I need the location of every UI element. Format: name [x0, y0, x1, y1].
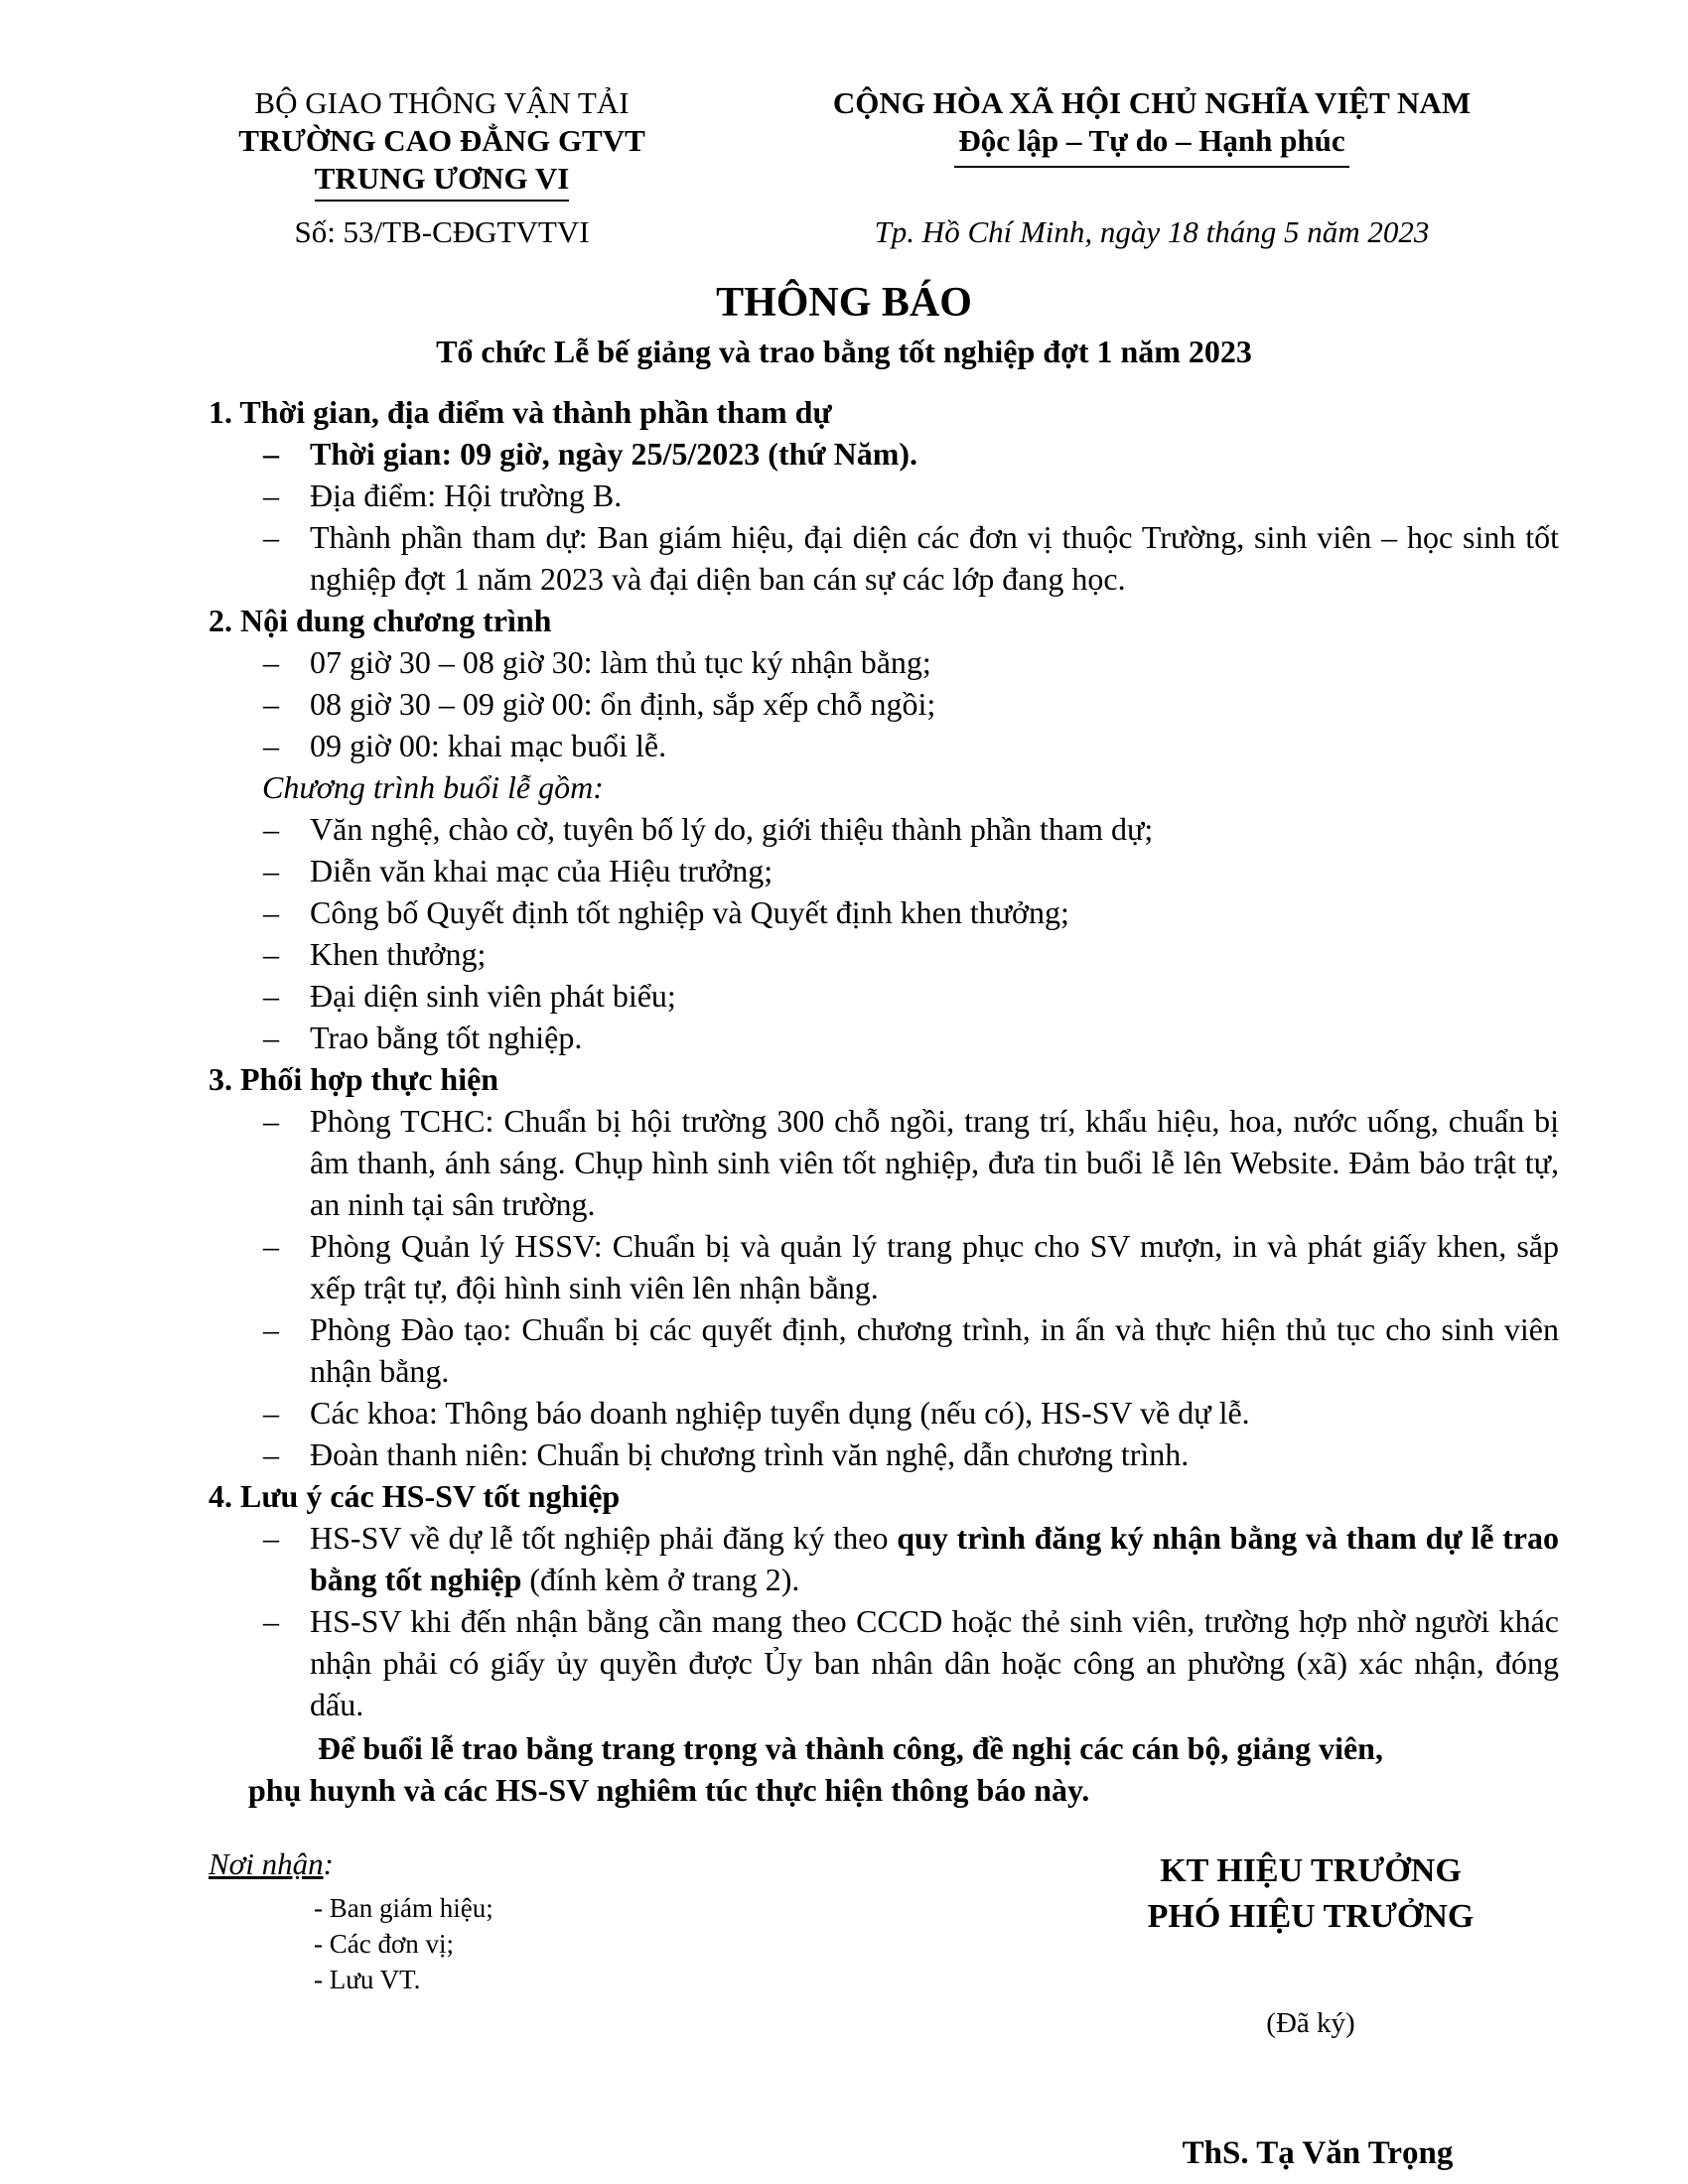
closing-statement-cont: phụ huynh và các HS-SV nghiêm túc thực hiện thông báo này.: [248, 1772, 1090, 1808]
list-item: – Văn nghệ, chào cờ, tuyên bố lý do, giới thiệu thành phần tham dự;: [263, 811, 1154, 847]
school-name-line2: TRUNG ƯƠNG VI: [315, 160, 570, 202]
recipient-item: - Ban giám hiệu;: [314, 1890, 804, 1926]
national-header-block: [765, 84, 1539, 168]
signature-block: [1087, 1848, 1534, 2172]
event-attendees: Thành phần tham dự: Ban giám hiệu, đại diện các đơn vị thuộc Trường, sinh viên – học sinh tốt nghiệp đợt 1 năm 2023 và đại diện ban cán sự các lớp đang học.: [310, 519, 1559, 597]
list-item: – HS-SV về dự lễ tốt nghiệp phải đăng ký theo quy trình đăng ký nhận bằng và tham dự lễ trao bằng tốt nghiệp (đính kèm ở trang 2).: [263, 1520, 1560, 1597]
list-item: – Diễn văn khai mạc của Hiệu trưởng;: [263, 853, 774, 888]
event-location: Địa điểm: Hội trường B.: [310, 478, 623, 513]
document-title: THÔNG BÁO: [716, 280, 972, 326]
section-heading: 1. Thời gian, địa điểm và thành phần tham dự: [209, 394, 832, 430]
list-item: – 07 giờ 30 – 08 giờ 30: làm thủ tục ký nhận bằng;: [263, 644, 931, 680]
event-time: Thời gian: 09 giờ, ngày 25/5/2023 (thứ Năm).: [310, 436, 918, 472]
list-item: – Địa điểm: Hội trường B.: [263, 478, 623, 513]
signer-title: PHÓ HIỆU TRƯỞNG: [1147, 1898, 1475, 1935]
list-item: – Đại diện sinh viên phát biểu;: [263, 978, 676, 1014]
signed-note: (Đã ký): [1266, 2007, 1355, 2039]
school-name-line1: TRƯỜNG CAO ĐẲNG GTVT: [238, 123, 645, 158]
list-item: – Đoàn thanh niên: Chuẩn bị chương trình văn nghệ, dẫn chương trình.: [263, 1436, 1190, 1472]
section-heading: 3. Phối hợp thực hiện: [209, 1061, 499, 1097]
document-number: Số: 53/TB-CĐGTVTVI: [294, 214, 590, 249]
national-motto: Độc lập – Tự do – Hạnh phúc: [954, 122, 1348, 168]
section-heading: 2. Nội dung chương trình: [209, 603, 552, 638]
program-label: Chương trình buổi lễ gồm:: [262, 769, 604, 805]
section-heading: 4. Lưu ý các HS-SV tốt nghiệp: [209, 1478, 621, 1514]
recipients-label: Nơi nhận: [209, 1846, 324, 1881]
list-item: – Phòng TCHC: Chuẩn bị hội trường 300 chỗ ngồi, trang trí, khẩu hiệu, hoa, nước uống, chuẩn bị âm thanh, ánh sáng. Chụp hình sinh viên tốt nghiệp, đưa tin buổi lễ lên Website. Đảm bảo trật tự, an ninh tại sân trường.: [263, 1103, 1559, 1222]
signer-name: ThS. Tạ Văn Trọng: [1182, 2135, 1454, 2171]
recipient-item: - Các đơn vị;: [314, 1926, 804, 1962]
list-item: – Phòng Đào tạo: Chuẩn bị các quyết định, chương trình, in ấn và thực hiện thủ tục cho sinh viên nhận bằng.: [263, 1311, 1559, 1389]
list-item: – 08 giờ 30 – 09 giờ 00: ổn định, sắp xếp chỗ ngồi;: [263, 686, 936, 722]
issuing-agency-block: [184, 84, 700, 202]
recipients-list: [209, 1890, 804, 1997]
list-item: – HS-SV khi đến nhận bằng cần mang theo CCCD hoặc thẻ sinh viên, trường hợp nhờ người khác nhận phải có giấy ủy quyền được Ủy ban nhân dân hoặc công an phường (xã) xác nhận, đóng dấu.: [263, 1603, 1559, 1722]
country-name: CỘNG HÒA XÃ HỘI CHỦ NGHĨA VIỆT NAM: [832, 85, 1472, 120]
registration-procedure-ref: quy trình đăng ký nhận bằng và tham dự lễ trao bằng tốt nghiệp: [310, 1520, 1560, 1597]
list-item: – Công bố Quyết định tốt nghiệp và Quyết định khen thưởng;: [263, 894, 1069, 930]
list-item: – Trao bằng tốt nghiệp.: [263, 1020, 583, 1055]
signer-authority: KT HIỆU TRƯỞNG: [1160, 1852, 1462, 1889]
list-item: – Khen thưởng;: [263, 936, 487, 972]
ministry-name: BỘ GIAO THÔNG VẬN TẢI: [254, 85, 630, 120]
list-item: – Thành phần tham dự: Ban giám hiệu, đại diện các đơn vị thuộc Trường, sinh viên – học sinh tốt nghiệp đợt 1 năm 2023 và đại diện ban cán sự các lớp đang học.: [263, 519, 1559, 597]
list-item: – Thời gian: 09 giờ, ngày 25/5/2023 (thứ Năm).: [263, 436, 918, 472]
list-item: – 09 giờ 00: khai mạc buổi lễ.: [263, 728, 667, 763]
recipients-block: Nơi nhận: - Ban giám hiệu; - Các đơn vị; - Lưu VT.: [209, 1846, 804, 1997]
document-subtitle: Tổ chức Lễ bế giảng và trao bằng tốt nghiệp đợt 1 năm 2023: [436, 334, 1252, 369]
recipient-item: - Lưu VT.: [314, 1962, 804, 1997]
closing-statement: Để buổi lễ trao bằng trang trọng và thành công, đề nghị các cán bộ, giảng viên,: [318, 1730, 1383, 1766]
list-item: – Phòng Quản lý HSSV: Chuẩn bị và quản lý trang phục cho SV mượn, in và phát giấy khen, sắp xếp trật tự, đội hình sinh viên lên nhận bằng.: [263, 1228, 1559, 1305]
list-item: – Các khoa: Thông báo doanh nghiệp tuyển dụng (nếu có), HS-SV về dự lễ.: [263, 1395, 1250, 1431]
document-body: [209, 391, 1559, 1811]
place-and-date: Tp. Hồ Chí Minh, ngày 18 tháng 5 năm 2023: [874, 214, 1430, 249]
